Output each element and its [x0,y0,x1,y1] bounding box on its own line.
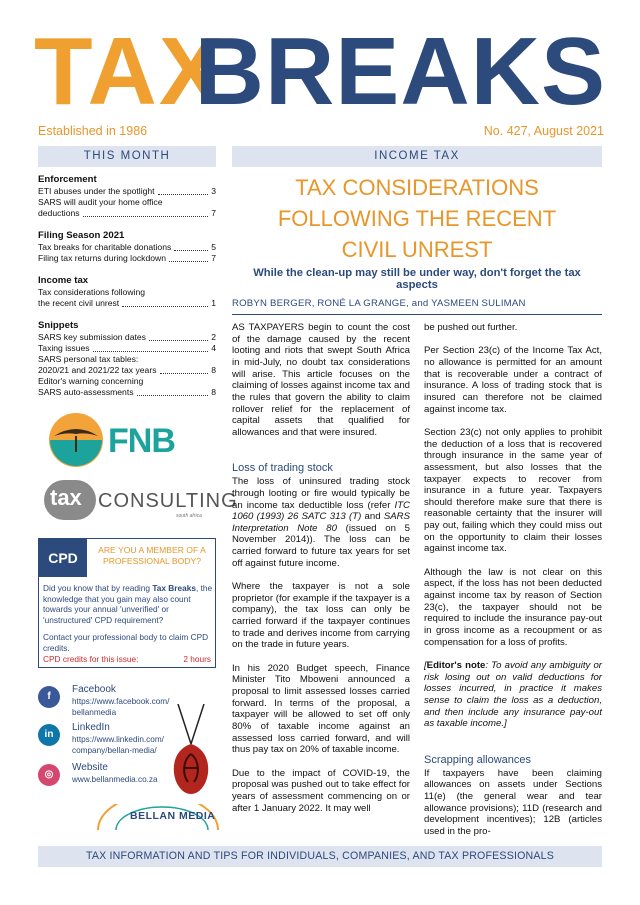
dot-leader [158,194,209,195]
toc-section [38,320,216,398]
toc-entry-title: deductions [38,208,80,218]
toc-entry-title: SARS auto-assessments [38,387,134,397]
bracket: [ [424,659,427,671]
title-line: TAX CONSIDERATIONS [295,175,539,200]
toc-page-number: 7 [211,253,216,263]
toc-entry-title: Taxing issues [38,343,90,353]
social-url[interactable] [72,697,169,718]
toc-page-number: 7 [211,208,216,218]
established-line: Established in 1986 [38,124,148,138]
toc-page-number: 8 [211,365,216,375]
toc-heading: Filing Season 2021 [38,230,125,241]
url-line[interactable]: bellanmedia [72,707,117,717]
toc-entry-title: the recent civil unrest [38,298,120,308]
section-band: INCOME TAX [232,146,602,167]
table-of-contents [38,174,216,409]
toc-section [38,174,216,219]
article-column-2 [424,322,602,849]
toc-page-number: 2 [211,332,216,342]
text-run: (issued on 5 November 2014)). The loss can be carried forward to future tax years for set off against future income. [232,522,410,569]
article-authors: ROBYN BERGER, RONÉ LA GRANGE, and YASMEEN SULIMAN [232,298,526,309]
toc-entry-title: Editor's warning concerning [38,376,144,386]
globe-icon[interactable]: ◎ [38,764,60,786]
cpd-body [43,583,213,660]
toc-page-number: 4 [211,343,216,353]
toc-entry[interactable] [38,354,216,365]
section-heading: Loss of trading stock [232,462,333,475]
paragraph: be pushed out further. [424,322,518,333]
article-subtitle: While the clean-up may still be under way, don't forget the tax aspects [253,267,581,291]
cpd-credits-label: CPD credits for this issue: [43,654,139,664]
paragraph: Section 23(c) not only applies to prohibit the deduction of a loss that is recovered through insurance in the same year of assessment, but also losses that the taxpayer expects to recover from insurance in a future year. Taxpayers should therefore make sure that there is reasonable certainty that the insurer will pay out, failing which they could miss out on the opportunity to claim their losses against income tax. [424,426,602,555]
toc-entry[interactable] [38,253,216,264]
toc-entry[interactable] [38,186,216,197]
social-url[interactable]: www.bellanmedia.co.za [72,775,158,784]
toc-entry-title: 2020/21 and 2021/22 tax years [38,365,157,375]
toc-section [38,230,216,264]
text-run: and [361,511,384,523]
url-line[interactable]: https://www.facebook.com/ [72,697,170,706]
cpd-credits-value: 2 hours [183,654,211,664]
paragraph: Where the taxpayer is not a sole proprietor (for example if the taxpayer is a company), the tax loss can only be carried forward if the taxpayer continues to trade and derives income from carrying on the trade in future years. [232,581,410,651]
masthead [34,18,606,125]
fnb-tree-trunk [75,436,77,452]
facebook-icon[interactable]: f [38,686,60,708]
url-line[interactable]: company/bellan-media/ [72,745,157,755]
social-name: Website [72,762,108,773]
cpd-contact: Contact your professional body to claim CPD credits. [43,632,209,653]
toc-heading: Enforcement [38,174,97,185]
dot-leader [160,373,209,374]
cpd-publication: Tax Breaks [152,583,196,593]
citation: ITC 1060 (1993) 26 SATC 313 (T) [232,499,410,523]
cpd-text: , the knowledge that you gain may also count towards your annual 'unverified' or 'unstructured' CPD requirement? [43,583,213,625]
article-title [232,172,602,265]
toc-entry[interactable] [38,208,216,219]
toc-entry-title: Filing tax returns during lockdown [38,253,167,263]
title-line: FOLLOWING THE RECENT [277,206,557,231]
cpd-credits [43,654,211,664]
this-month-band: THIS MONTH [38,146,216,167]
paragraph: If taxpayers have been claiming allowances on assets under Sections 11(e) (the general wear and tear allowance provisions); 11D (research and development incentives); 12B (articles used in the pro- [424,767,602,837]
paragraph [232,476,410,569]
publisher-name: BELLAN MEDIA [130,810,216,822]
toc-page-number: 8 [211,387,216,397]
toc-entry[interactable] [38,365,216,376]
toc-entry[interactable] [38,332,216,343]
tax-consulting-tax: tax [50,485,82,510]
citation: SARS Interpretation Note 80 [232,511,410,534]
text-run: The loss of uninsured trading stock through looting or fire would typically be an income tax deductible loss (refer [232,476,410,511]
issue-number: No. 427, August 2021 [483,124,604,138]
linkedin-icon[interactable]: in [38,724,60,746]
toc-entry[interactable] [38,343,216,354]
toc-entry[interactable] [38,387,216,398]
pendant-illustration [166,704,216,800]
toc-section [38,275,216,309]
dot-leader [174,250,208,251]
toc-page-number: 1 [211,298,216,308]
tax-consulting-wordmark: CONSULTING [98,490,238,512]
toc-heading: Income tax [38,275,89,286]
dot-leader [93,351,209,352]
masthead-breaks: BREAKS [194,18,606,125]
toc-entry[interactable] [38,242,216,253]
toc-entry-title: ETI abuses under the spotlight [38,186,155,196]
masthead-tax: TAX [34,18,225,125]
dot-leader [137,395,209,396]
toc-page-number: 3 [211,186,216,196]
author-rule [232,314,602,315]
editors-note-label: Editor's note [426,659,486,671]
social-name: LinkedIn [72,722,110,733]
paragraph: In his 2020 Budget speech, Finance Minister Tito Mboweni announced a proposal to limit assessed losses carried forward. In terms of the proposal, a taxpayer will be allowed to set off only 80% of taxable income against an assessed loss carried forward, and will thus pay tax on 20% of taxable income. [232,662,410,756]
footer-band: TAX INFORMATION AND TIPS FOR INDIVIDUALS, COMPANIES, AND TAX PROFESSIONALS [38,846,602,867]
paragraph: Per Section 23(c) of the Income Tax Act, no allowance is permitted for an amount that is recoverable under a contract of insurance. A loss of trading stock that is insured can therefore not be claimed against income tax. [424,345,602,415]
social-name: Facebook [72,684,116,695]
cpd-tag: CPD [39,539,87,577]
paragraph: AS TAXPAYERS begin to count the cost of the damage caused by the recent looting and riots that swept South Africa in mid-July, no doubt tax considerations will arise. This article focuses on the claiming of losses against income tax and the rules that govern the ability to claim rollover relief for the replacement of capital assets that qualified for allowances and that were insured. [232,322,410,438]
paragraph: Although the law is not clear on this aspect, if the loss has not been deducted against income tax by reason of Section 23(c), the taxpayer should not be required to include the insurance pay-out in gross income as a recoupment or as compensation for a loss of profits. [424,566,602,648]
cpd-text: Did you know that by reading [43,583,153,593]
toc-entry-title: Tax considerations following [38,287,146,297]
toc-entry-title: SARS personal tax tables: [38,354,139,364]
cpd-box [38,538,216,668]
toc-heading: Snippets [38,320,79,331]
toc-page-number: 5 [211,242,216,252]
dot-leader [169,261,208,262]
toc-entry[interactable] [38,197,216,208]
dot-leader [83,216,209,217]
toc-entry[interactable] [38,376,216,387]
title-line: CIVIL UNREST [341,237,493,262]
editors-note [424,660,602,730]
toc-entry-title: Tax breaks for charitable donations [38,242,172,252]
url-line[interactable]: https://www.linkedin.com/ [72,735,164,744]
section-heading: Scrapping allowances [424,753,532,766]
dot-leader [122,306,208,307]
fnb-wordmark: FNB [108,422,175,460]
article-column-1 [232,322,410,826]
editors-note-text: : To avoid any ambiguity or risk losing out on valid deductions for losses incurred, in practice it makes sense to claim the loss as a deduction, and then include any insurance pay-out as taxable income.] [424,659,602,730]
cpd-paragraph [43,583,213,625]
toc-entry[interactable] [38,298,216,309]
paragraph: Due to the impact of COVID-19, the proposal was pushed out to take effect for years of assessment commencing on or after 1 January 2022. It may well [232,767,410,814]
social-url[interactable] [72,735,164,756]
dot-leader [149,340,208,341]
cpd-question: ARE YOU A MEMBER OF A PROFESSIONAL BODY? [98,545,206,566]
toc-entry-title: SARS key submission dates [38,332,146,342]
toc-entry[interactable] [38,287,216,298]
tax-consulting-region: south africa [176,513,202,519]
toc-entry-title: SARS will audit your home office [38,197,163,207]
